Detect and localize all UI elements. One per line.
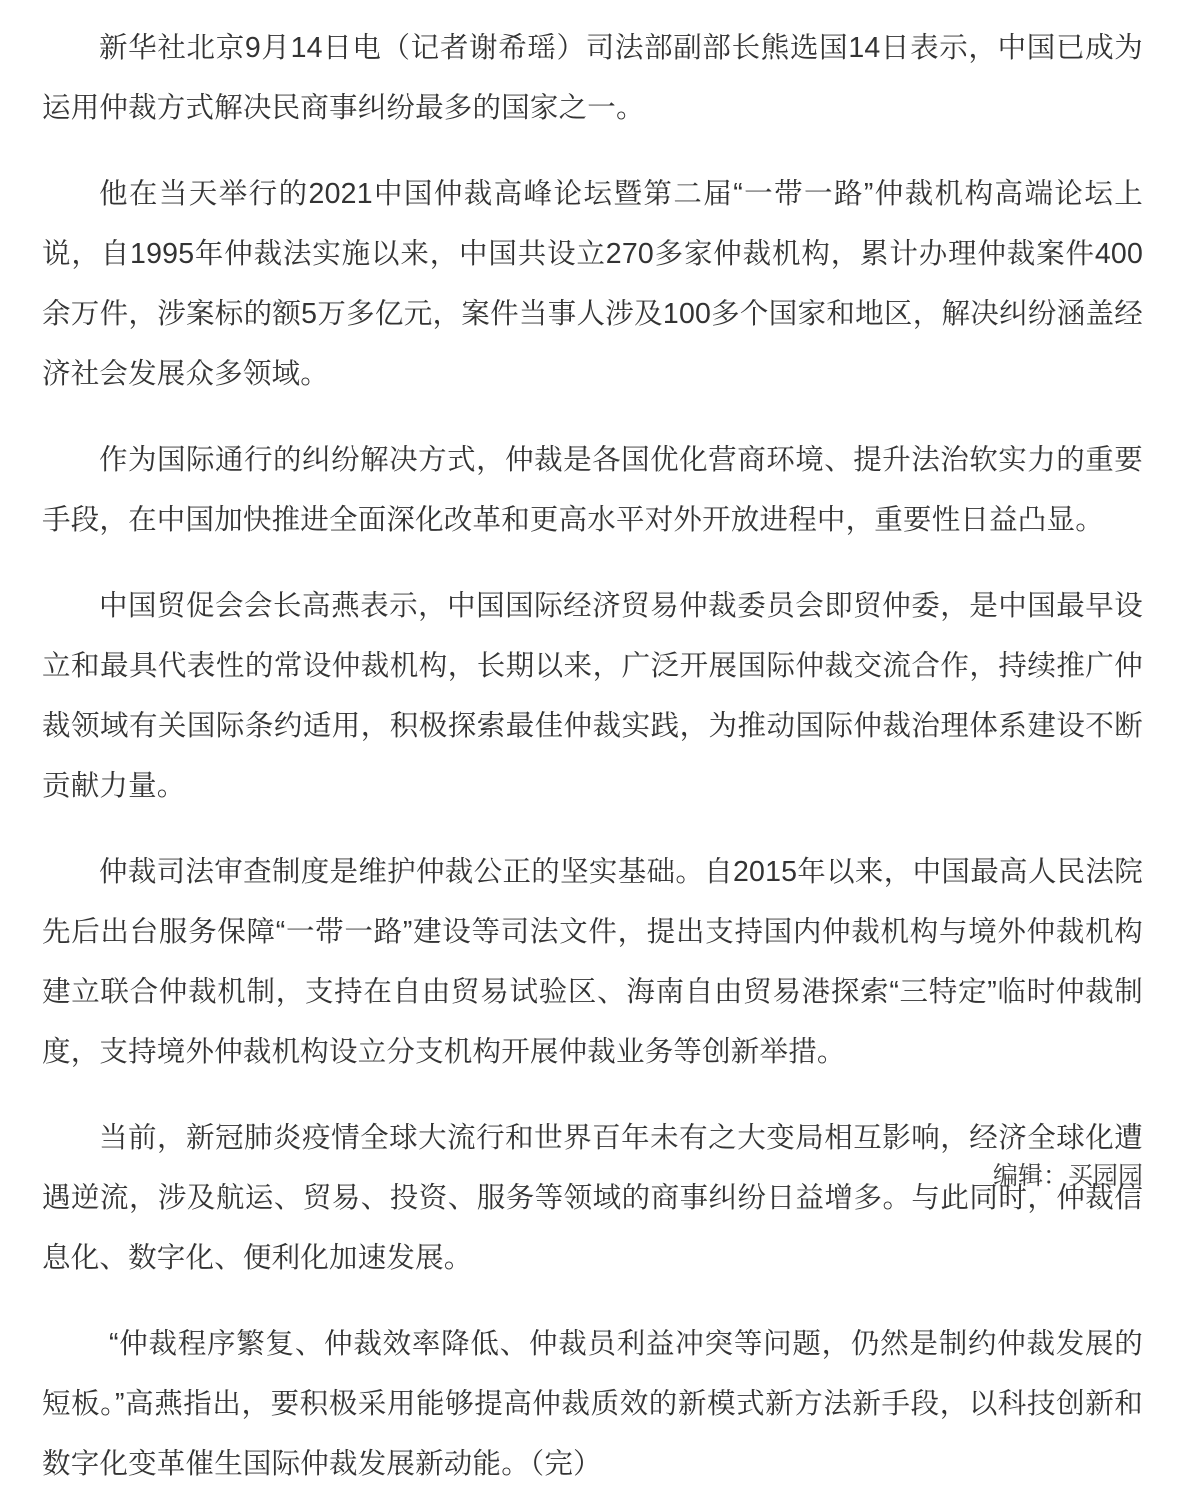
editor-credit: 编辑：买园园 [992,1162,1143,1190]
article-paragraph-7: “仲裁程序繁复、仲裁效率降低、仲裁员利益冲突等问题，仍然是制约仲裁发展的短板。”高燕指出，要积极采用能够提高仲裁质效的新模式新方法新手段，以科技创新和数字化变革催生国际仲裁发展新动能。（完） [42,1328,1143,1480]
article-paragraph-4: 中国贸促会会长高燕表示，中国国际经济贸易仲裁委员会即贸仲委，是中国最早设立和最具代表性的常设仲裁机构，长期以来，广泛开展国际仲裁交流合作，持续推广仲裁领域有关国际条约适用，积极探索最佳仲裁实践，为推动国际仲裁治理体系建设不断贡献力量。 [42,590,1143,802]
article-paragraph-3: 作为国际通行的纠纷解决方式，仲裁是各国优化营商环境、提升法治软实力的重要手段，在中国加快推进全面深化改革和更高水平对外开放进程中，重要性日益凸显。 [42,444,1143,536]
article-paragraph-2: 他在当天举行的2021中国仲裁高峰论坛暨第二届“一带一路”仲裁机构高端论坛上说，自1995年仲裁法实施以来，中国共设立270多家仲裁机构，累计办理仲裁案件400余万件，涉案标的额5万多亿元，案件当事人涉及100多个国家和地区，解决纠纷涵盖经济社会发展众多领域。 [42,178,1143,390]
article-paragraph-5: 仲裁司法审查制度是维护仲裁公正的坚实基础。自2015年以来，中国最高人民法院先后出台服务保障“一带一路”建设等司法文件，提出支持国内仲裁机构与境外仲裁机构建立联合仲裁机制，支持在自由贸易试验区、海南自由贸易港探索“三特定”临时仲裁制度，支持境外仲裁机构设立分支机构开展仲裁业务等创新举措。 [42,856,1143,1068]
article-body [42,18,1143,1494]
article-paragraph-1: 新华社北京9月14日电（记者谢希瑶）司法部副部长熊选国14日表示，中国已成为运用仲裁方式解决民商事纠纷最多的国家之一。 [42,32,1143,124]
article-paragraph-6: 当前，新冠肺炎疫情全球大流行和世界百年未有之大变局相互影响，经济全球化遭遇逆流，涉及航运、贸易、投资、服务等领域的商事纠纷日益增多。与此同时，仲裁信息化、数字化、便利化加速发展。 [42,1122,1143,1274]
